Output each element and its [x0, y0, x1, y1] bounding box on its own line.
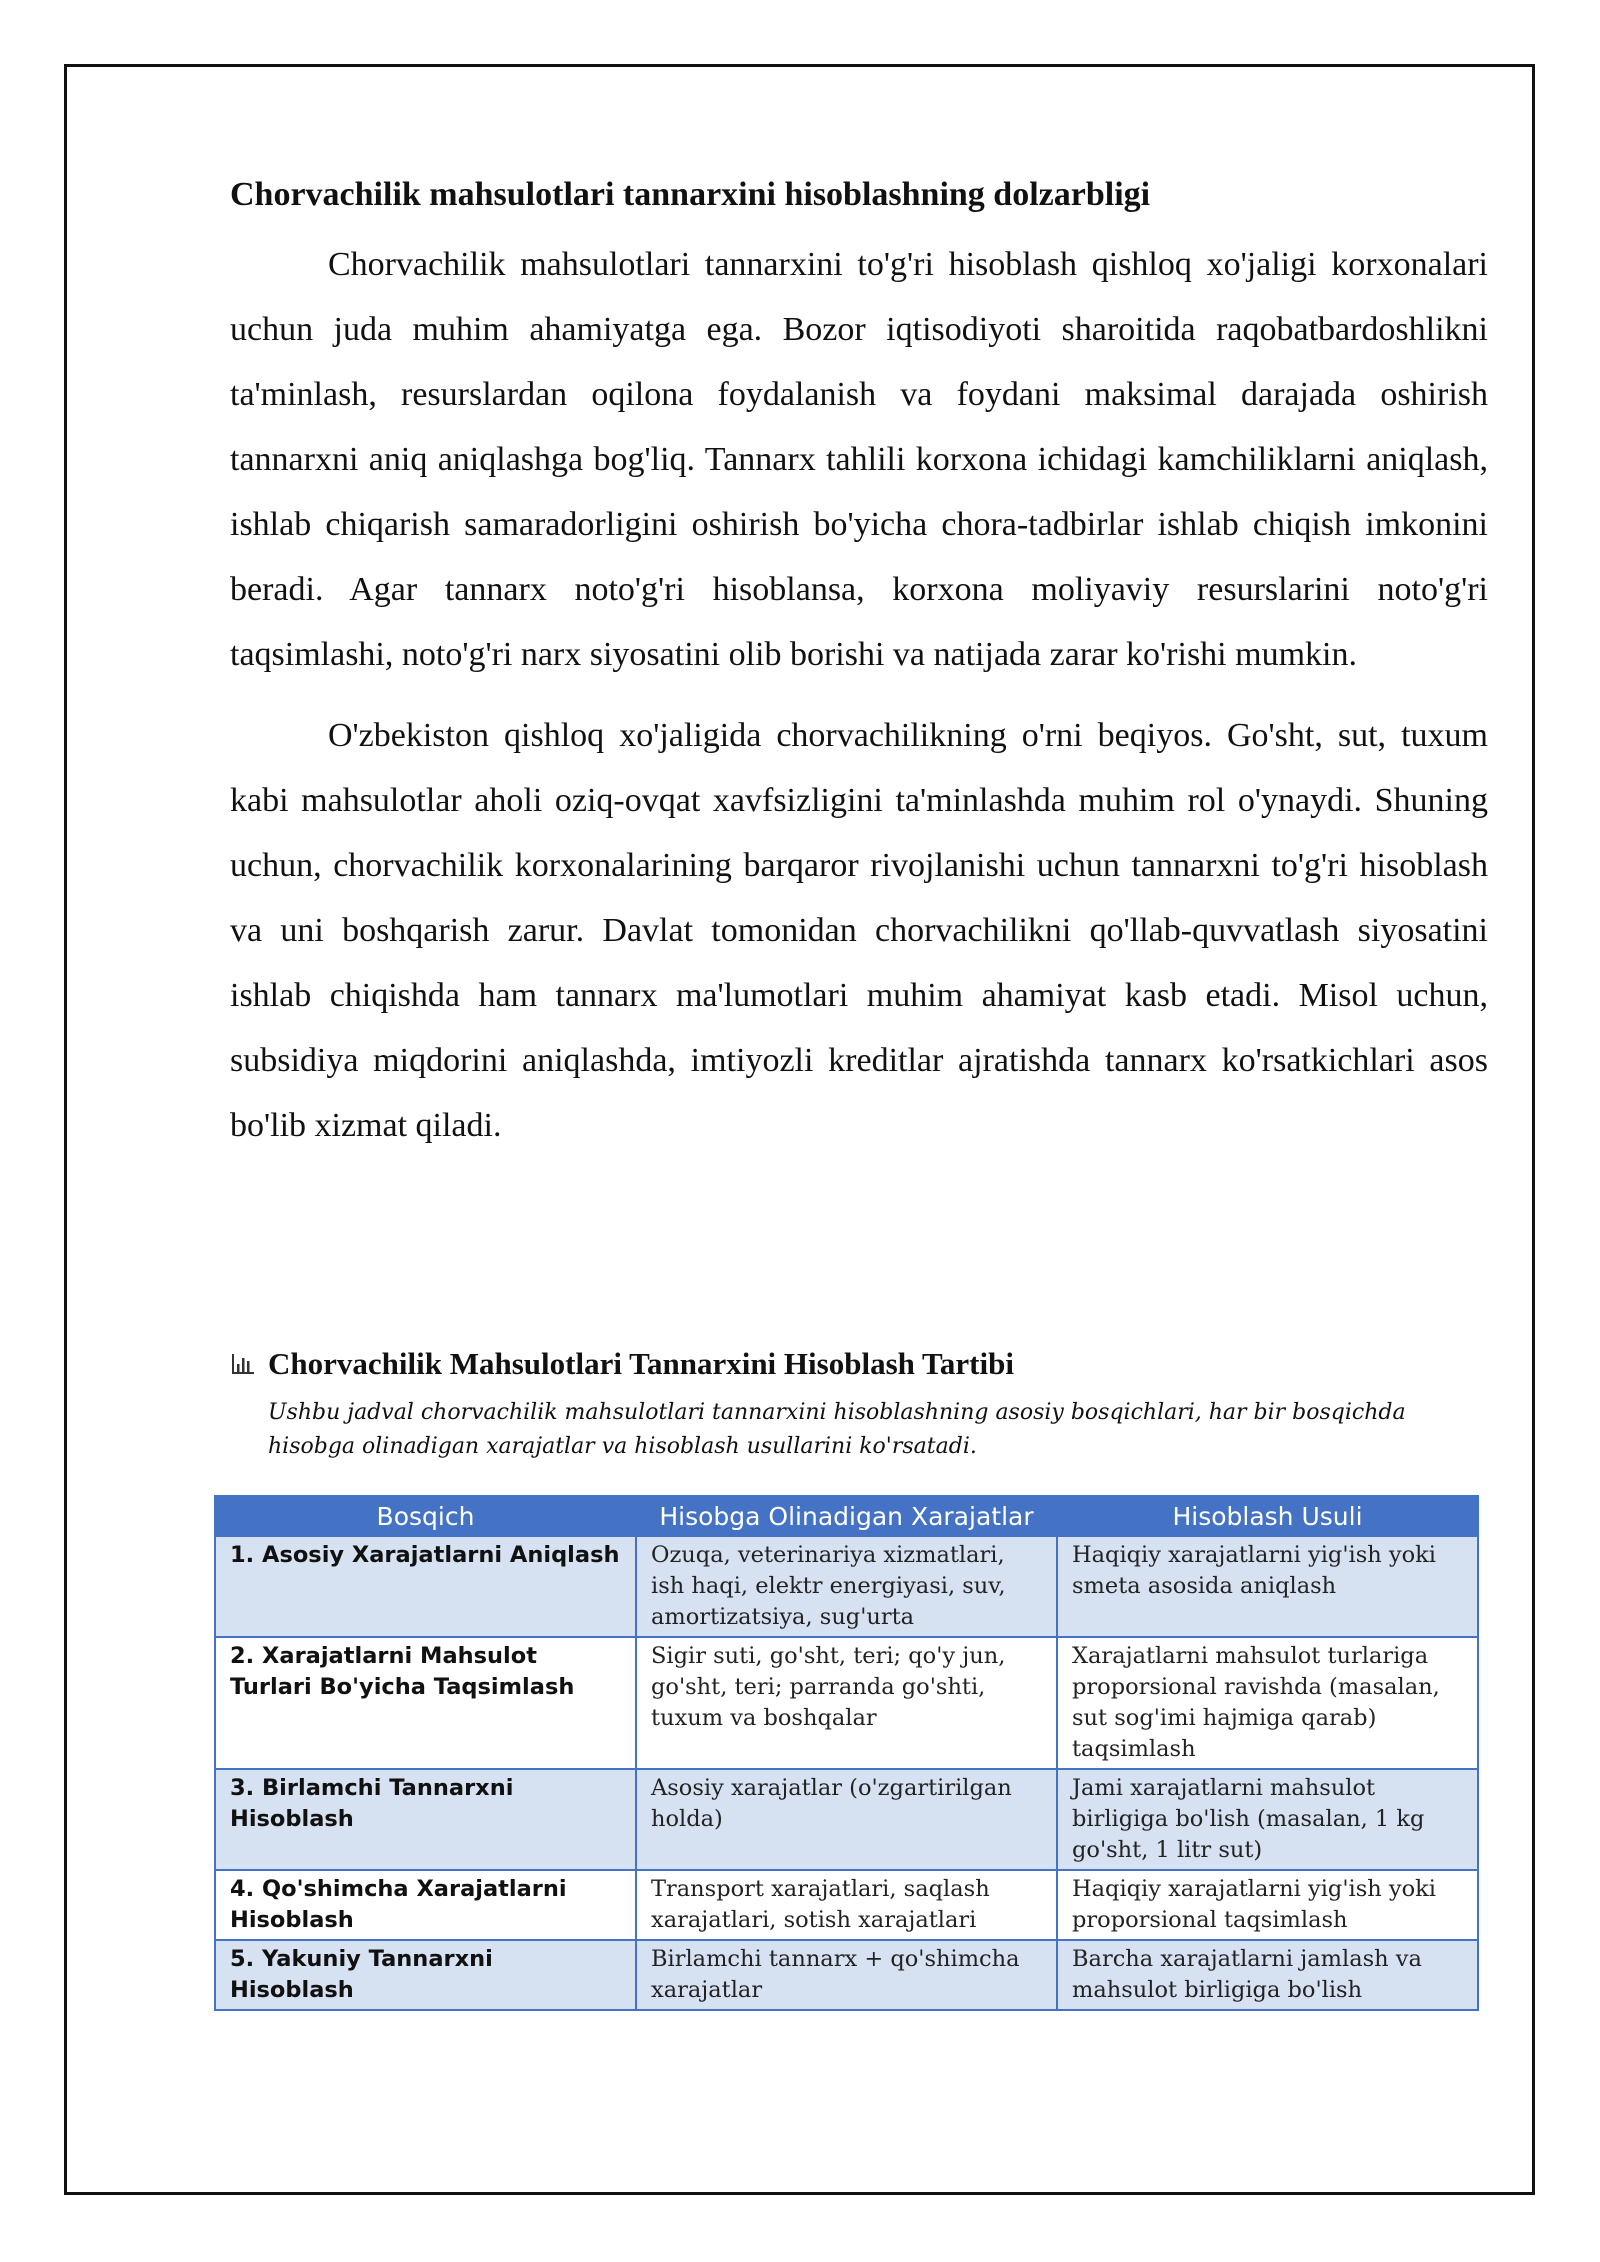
table-row — [215, 1536, 1478, 1637]
table-title-row — [230, 1342, 1500, 1386]
table-section — [230, 1342, 1500, 1464]
table-title: Chorvachilik Mahsulotlari Tannarxini Hisoblash Tartibi — [268, 1346, 1014, 1381]
costs-cell: Ozuqa, veterinariya xizmatlari, ish haqi, elektr energiyasi, suv, amortizatsiya, sug'urta — [636, 1536, 1057, 1637]
table-row — [215, 1870, 1478, 1940]
table-row — [215, 1637, 1478, 1769]
costs-cell: Asosiy xarajatlar (o'zgartirilgan holda) — [636, 1769, 1057, 1870]
paragraph-2: O'zbekiston qishloq xo'jaligida chorvachilikning o'rni beqiyos. Go'sht, sut, tuxum kabi mahsulotlar aholi oziq-ovqat xavfsizligini ta'minlashda muhim rol o'ynaydi. Shuning uchun, chorvachilik korxonalarining barqaror rivojlanishi uchun tannarxni to'g'ri hisoblash va uni boshqarish zarur. Davlat tomonidan chorvachilikni qo'llab-quvvatlash siyosatini ishlab chiqishda ham tannarx ma'lumotlari muhim ahamiyat kasb etadi. Misol uchun, subsidiya miqdorini aniqlashda, imtiyozli kreditlar ajratishda tannarx ko'rsatkichlari asos bo'lib xizmat qiladi. — [230, 717, 1488, 1144]
step-cell: 4. Qo'shimcha Xarajatlarni Hisoblash — [215, 1870, 636, 1940]
costs-cell: Transport xarajatlari, saqlash xarajatlari, sotish xarajatlari — [636, 1870, 1057, 1940]
method-cell: Xarajatlarni mahsulot turlariga proporsional ravishda (masalan, sut sog'imi hajmiga qarab) taqsimlash — [1057, 1637, 1478, 1769]
method-cell: Haqiqiy xarajatlarni yig'ish yoki smeta asosida aniqlash — [1057, 1536, 1478, 1637]
step-cell: 1. Asosiy Xarajatlarni Aniqlash — [215, 1536, 636, 1637]
step-cell: 3. Birlamchi Tannarxni Hisoblash — [215, 1769, 636, 1870]
column-header-costs: Hisobga Olinadigan Xarajatlar — [636, 1496, 1057, 1536]
bar-chart-icon — [230, 1352, 256, 1376]
table-caption: Ushbu jadval chorvachilik mahsulotlari tannarxini hisoblashning asosiy bosqichlari, har bir bosqichda hisobga olinadigan xarajatlar va hisoblash usullarini ko'rsatadi. — [268, 1400, 1406, 1459]
column-header-stage: Bosqich — [215, 1496, 636, 1536]
method-cell: Haqiqiy xarajatlarni yig'ish yoki proporsional taqsimlash — [1057, 1870, 1478, 1940]
table-row — [215, 1940, 1478, 2010]
method-cell: Barcha xarajatlarni jamlash va mahsulot birligiga bo'lish — [1057, 1940, 1478, 2010]
paragraph-1: Chorvachilik mahsulotlari tannarxini to'g'ri hisoblash qishloq xo'jaligi korxonalari uchun juda muhim ahamiyatga ega. Bozor iqtisodiyoti sharoitida raqobatbardoshlikni ta'minlash, resurslardan oqilona foydalanish va foydani maksimal darajada oshirish tannarxni aniq aniqlashga bog'liq. Tannarx tahlili korxona ichidagi kamchiliklarni aniqlash, ishlab chiqarish samaradorligini oshirish bo'yicha chora-tadbirlar ishlab chiqish imkonini beradi. Agar tannarx noto'g'ri hisoblansa, korxona moliyaviy resurslarini noto'g'ri taqsimlashi, noto'g'ri narx siyosatini olib borishi va natijada zarar ko'rishi mumkin. — [230, 246, 1488, 673]
column-header-method: Hisoblash Usuli — [1057, 1496, 1478, 1536]
section-heading: Chorvachilik mahsulotlari tannarxini hisoblashning dolzarbligi — [230, 176, 1151, 213]
step-cell: 2. Xarajatlarni Mahsulot Turlari Bo'yicha Taqsimlash — [215, 1637, 636, 1769]
table-row — [215, 1769, 1478, 1870]
costs-cell: Birlamchi tannarx + qo'shimcha xarajatlar — [636, 1940, 1057, 2010]
document-body — [230, 170, 1488, 1174]
step-cell: 5. Yakuniy Tannarxni Hisoblash — [215, 1940, 636, 2010]
method-cell: Jami xarajatlarni mahsulot birligiga bo'lish (masalan, 1 kg go'sht, 1 litr sut) — [1057, 1769, 1478, 1870]
cost-calculation-table — [214, 1495, 1479, 2011]
table-header-row — [215, 1496, 1478, 1536]
costs-cell: Sigir suti, go'sht, teri; qo'y jun, go'sht, teri; parranda go'shti, tuxum va boshqalar — [636, 1637, 1057, 1769]
